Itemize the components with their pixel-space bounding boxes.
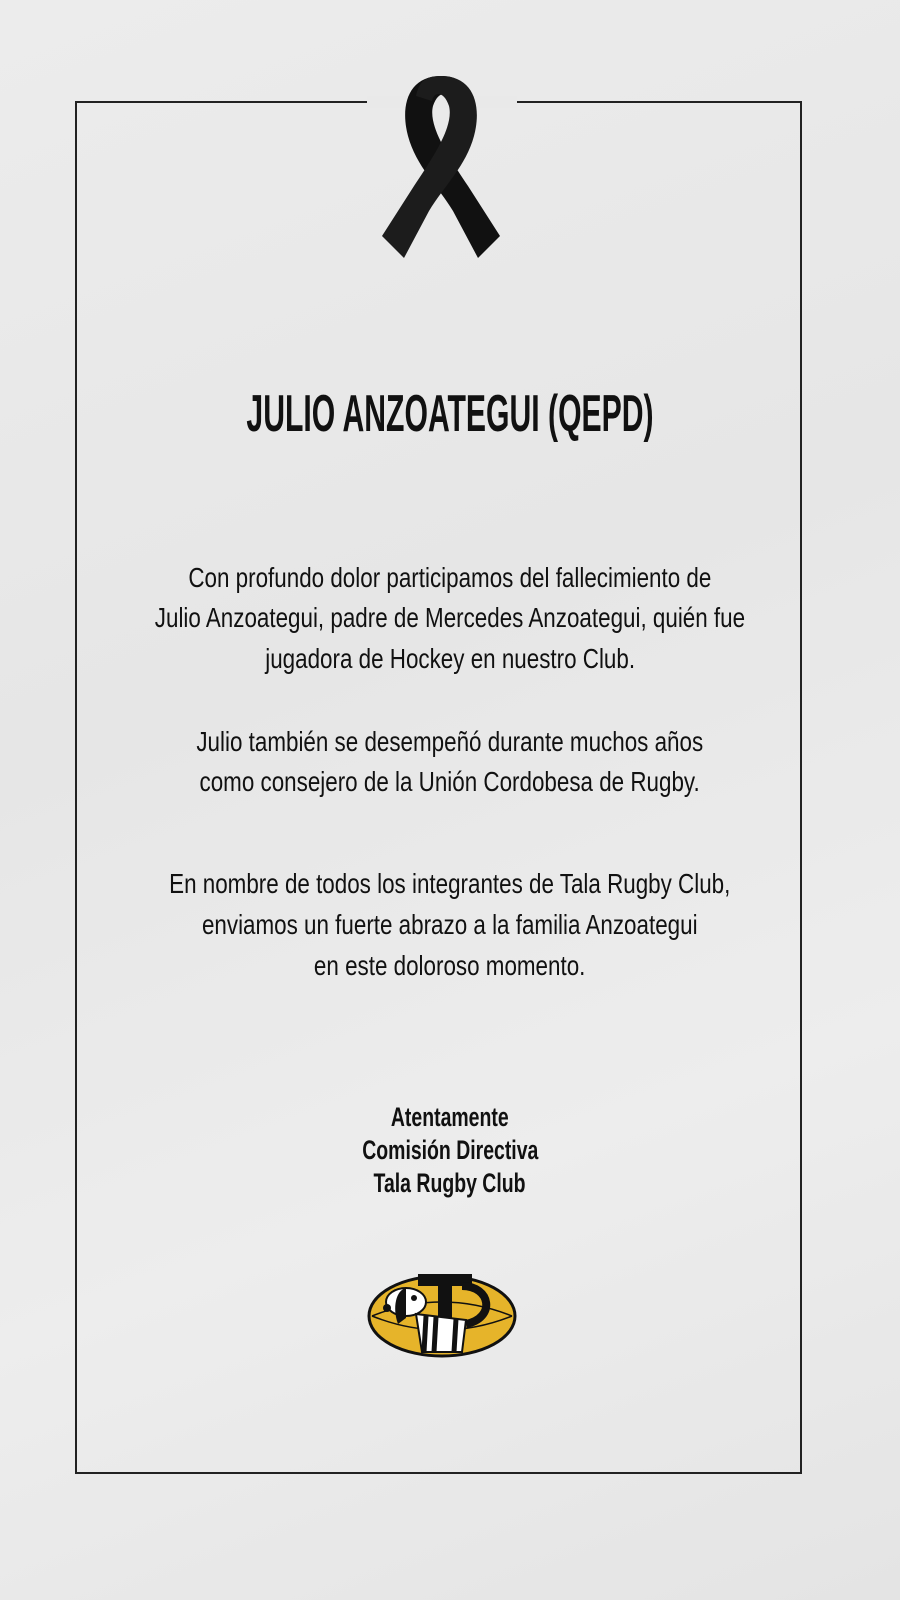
text: jugadora de Hockey en nuestro Club. — [265, 643, 635, 674]
signature-line-2 — [0, 1135, 900, 1166]
paragraph-3-line-1 — [0, 868, 900, 900]
paragraph-2-line-1 — [0, 726, 900, 758]
text: En nombre de todos los integrantes de Tala Rugby Club, — [169, 868, 731, 899]
paragraph-2-line-2 — [0, 766, 900, 798]
paragraph-3-line-3 — [0, 950, 900, 982]
text: Con profundo dolor participamos del fallecimiento de — [188, 562, 712, 593]
text: Julio Anzoategui, padre de Mercedes Anzoategui, quién fue — [154, 602, 746, 633]
text: Comisión Directiva — [361, 1135, 539, 1165]
text: Tala Rugby Club — [374, 1168, 526, 1198]
text: como consejero de la Unión Cordobesa de Rugby. — [199, 766, 701, 797]
paragraph-3-line-2 — [0, 909, 900, 941]
paragraph-1-line-3 — [0, 643, 900, 675]
title-text: JULIO ANZOATEGUI (QEPD) — [246, 385, 654, 443]
club-logo — [366, 1268, 518, 1360]
text: Julio también se desempeñó durante muchos años — [196, 726, 704, 757]
text: Atentamente — [391, 1102, 509, 1132]
signature-line-3 — [0, 1168, 900, 1199]
page-title — [0, 384, 900, 444]
signature-line-1 — [0, 1102, 900, 1133]
paragraph-1-line-1 — [0, 562, 900, 594]
paragraph-1-line-2 — [0, 602, 900, 634]
text: enviamos un fuerte abrazo a la familia Anzoategui — [202, 909, 698, 940]
mourning-ribbon-icon — [378, 66, 504, 262]
text: en este doloroso momento. — [314, 950, 586, 981]
